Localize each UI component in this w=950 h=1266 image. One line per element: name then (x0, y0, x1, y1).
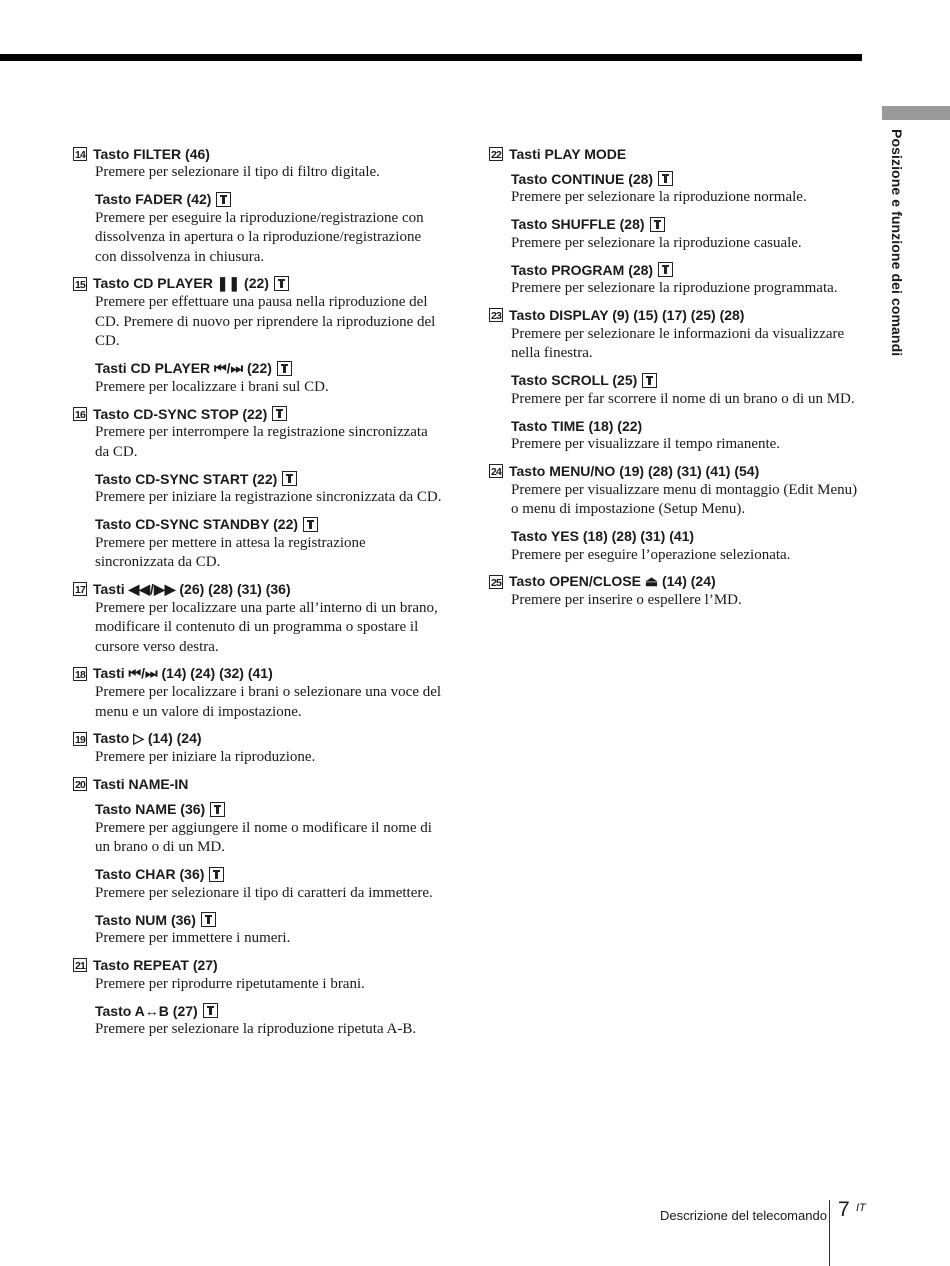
entry-description: Premere per visualizzare menu di montaggio (Edit Menu) o menu di impostazione (Setup Menu). (511, 481, 858, 517)
entry-heading (489, 463, 864, 480)
item-number-box: 17 (74, 584, 86, 596)
sub-entry-title: Tasto SCROLL (25) (511, 372, 638, 388)
sub-entry-title: Tasto CONTINUE (28) (511, 170, 654, 187)
entry-title: Tasti ⏮/⏭ (14) (24) (32) (41) (93, 665, 273, 681)
entry-title: Tasti NAME-IN (93, 776, 189, 792)
sub-entry-description: Premere per selezionare la riproduzione casuale. (511, 234, 802, 251)
entry-description: Premere per localizzare i brani o selezionare una voce del menu e un valore di impostazione. (95, 684, 442, 720)
sub-entry (511, 417, 864, 455)
entry-description: Premere per selezionare le informazioni da visualizzare nella finestra. (511, 325, 845, 361)
entry-22 (489, 145, 864, 299)
entry-25 (489, 573, 864, 611)
item-number-box: 22 (490, 148, 502, 161)
entry-heading (489, 573, 864, 590)
entry-23 (489, 307, 864, 455)
entry-title: Tasto MENU/NO (19) (28) (31) (41) (54) (509, 463, 760, 479)
sub-entry-heading (511, 372, 864, 389)
entry-heading (73, 405, 443, 422)
entry-heading (73, 581, 443, 598)
entry-title: Tasto REPEAT (27) (93, 957, 218, 973)
item-number-box: 19 (74, 733, 86, 746)
item-number-box: 18 (74, 668, 86, 681)
sub-entry-heading (95, 516, 443, 533)
entry-description: Premere per iniziare la riproduzione. (95, 749, 316, 765)
sub-entry-heading (95, 360, 443, 377)
sub-entry-title: Tasto NAME (36) (95, 801, 206, 817)
sub-entry-heading (95, 191, 443, 208)
sub-entry-heading (95, 866, 443, 883)
page-suffix: IT (856, 1202, 866, 1214)
entry-description: Premere per selezionare il tipo di filtro digitale. (95, 164, 380, 180)
remote-only-icon (303, 517, 318, 532)
entry-heading (489, 145, 864, 162)
sub-entry (95, 191, 443, 268)
sub-entry-description: Premere per localizzare i brani sul CD. (95, 378, 329, 395)
entry-heading (73, 730, 443, 747)
sub-entry-title: Tasto CD-SYNC START (22) (95, 470, 278, 487)
remote-only-icon (650, 217, 665, 232)
entry-title: Tasto CD PLAYER ❚❚ (22) (93, 275, 269, 291)
sub-entry (511, 528, 864, 566)
sub-entry-heading (511, 528, 864, 545)
remote-only-icon (274, 276, 289, 291)
sub-entry-heading (511, 170, 864, 187)
remote-only-icon (201, 912, 216, 927)
sub-entry-title: Tasto SHUFFLE (28) (511, 216, 645, 232)
entry-title: Tasto ▷ (14) (24) (93, 730, 202, 746)
entry-17 (73, 581, 443, 658)
entry-heading (73, 957, 443, 974)
section-tab (882, 106, 950, 120)
entry-24 (489, 463, 864, 566)
entry-heading (73, 776, 443, 793)
item-number-box: 21 (74, 960, 86, 972)
sub-entry-heading (511, 261, 864, 278)
entry-title: Tasto OPEN/CLOSE ⏏ (14) (24) (509, 573, 716, 589)
remote-only-icon (210, 802, 225, 817)
entry-21 (73, 957, 443, 1040)
top-rule (0, 54, 862, 61)
entry-title: Tasti PLAY MODE (509, 145, 627, 162)
sub-entry-title: Tasti CD PLAYER ⏮/⏭ (22) (95, 359, 272, 376)
sub-entry-title: Tasto CD-SYNC STANDBY (22) (95, 516, 299, 532)
sub-entry-description: Premere per aggiungere il nome o modificare il nome di un brano o di un MD. (95, 819, 432, 855)
footer-section: Descrizione del telecomando (660, 1208, 827, 1223)
entry-description: Premere per localizzare una parte all’interno di un brano, modificare il contenuto di un programma o spostare il cursore verso destra. (95, 599, 438, 655)
entry-description: Premere per interrompere la registrazione sincronizzata da CD. (95, 424, 428, 460)
sub-entry-heading (95, 911, 443, 928)
remote-only-icon (277, 361, 292, 376)
right-column (489, 145, 864, 619)
remote-only-icon (216, 192, 231, 207)
entry-description: Premere per inserire o espellere l’MD. (511, 592, 742, 608)
sub-entry-description: Premere per selezionare il tipo di caratteri da immettere. (95, 884, 433, 901)
entry-title: Tasto DISPLAY (9) (15) (17) (25) (28) (509, 307, 745, 323)
sub-entry-title: Tasto TIME (18) (22) (511, 417, 643, 434)
entry-19 (73, 730, 443, 768)
sub-entry-description: Premere per far scorrere il nome di un brano o di un MD. (511, 390, 855, 407)
item-number-box: 20 (74, 779, 86, 791)
remote-only-icon (272, 406, 287, 421)
sub-entry-heading (511, 216, 864, 233)
sub-entry-title: Tasto CHAR (36) (95, 866, 205, 882)
entry-title: Tasto CD-SYNC STOP (22) (93, 405, 268, 422)
sub-entry (95, 801, 443, 858)
entry-16 (73, 405, 443, 573)
entry-20 (73, 776, 443, 949)
sub-entry-title: Tasto A↔B (27) (95, 1002, 198, 1019)
sub-entry (95, 1002, 443, 1040)
entry-description: Premere per effettuare una pausa nella riproduzione del CD. Premere di nuovo per riprendere la riproduzione del CD. (95, 294, 436, 349)
sub-entry-description: Premere per eseguire l’operazione selezionata. (511, 546, 791, 563)
sub-entry-title: Tasto YES (18) (28) (31) (41) (511, 528, 695, 544)
sub-entry-description: Premere per iniziare la registrazione sincronizzata da CD. (95, 489, 442, 505)
sub-entry-description: Premere per selezionare la riproduzione normale. (511, 189, 807, 205)
sub-entry-description: Premere per eseguire la riproduzione/registrazione con dissolvenza in apertura o la riproduzione/registrazione con dissolvenza in chiusura. (95, 209, 424, 265)
entry-heading (73, 665, 443, 682)
section-label: Posizione e funzione dei comandi (889, 129, 905, 357)
sub-entry-description: Premere per selezionare la riproduzione programmata. (511, 280, 838, 296)
sub-entry-title: Tasto PROGRAM (28) (511, 261, 654, 278)
sub-entry-description: Premere per immettere i numeri. (95, 930, 291, 946)
sub-entry-heading (95, 1002, 443, 1019)
entry-18 (73, 665, 443, 722)
sub-entry (511, 261, 864, 299)
entry-15 (73, 275, 443, 397)
sub-entry (95, 911, 443, 949)
remote-only-icon (203, 1003, 218, 1018)
sub-entry-heading (95, 801, 443, 818)
item-number-box: 14 (74, 148, 86, 161)
sub-entry-heading (95, 470, 443, 487)
item-number-box: 24 (490, 466, 502, 478)
item-number-box: 16 (74, 408, 86, 421)
item-number-box: 23 (490, 310, 502, 322)
entry-heading (73, 275, 443, 292)
remote-only-icon (209, 867, 224, 882)
remote-only-icon (642, 373, 657, 388)
sub-entry (95, 470, 443, 508)
sub-entry-description: Premere per mettere in attesa la registrazione sincronizzata da CD. (95, 534, 366, 570)
entry-14 (73, 145, 443, 267)
sub-entry (511, 372, 864, 410)
entry-title: Tasto FILTER (46) (93, 145, 210, 162)
entry-title: Tasti ◀◀/▶▶ (26) (28) (31) (36) (93, 580, 291, 597)
sub-entry (95, 516, 443, 573)
footer-divider (829, 1200, 830, 1266)
entry-heading (73, 145, 443, 162)
item-number-box: 25 (490, 576, 502, 589)
remote-only-icon (658, 171, 673, 186)
sub-entry (95, 360, 443, 398)
sub-entry-heading (511, 417, 864, 434)
left-column (73, 145, 443, 1048)
sub-entry-title: Tasto FADER (42) (95, 191, 212, 207)
sub-entry-description: Premere per selezionare la riproduzione ripetuta A-B. (95, 1021, 417, 1037)
entry-description: Premere per riprodurre ripetutamente i brani. (95, 975, 365, 992)
remote-only-icon (282, 471, 297, 486)
item-number-box: 15 (74, 278, 86, 291)
sub-entry (95, 866, 443, 904)
page-number: 7 (838, 1198, 850, 1221)
entry-heading (489, 307, 864, 324)
sub-entry-title: Tasto NUM (36) (95, 911, 196, 928)
sub-entry (511, 170, 864, 208)
sub-entry (511, 216, 864, 254)
remote-only-icon (658, 262, 673, 277)
sub-entry-description: Premere per visualizzare il tempo rimanente. (511, 436, 781, 452)
